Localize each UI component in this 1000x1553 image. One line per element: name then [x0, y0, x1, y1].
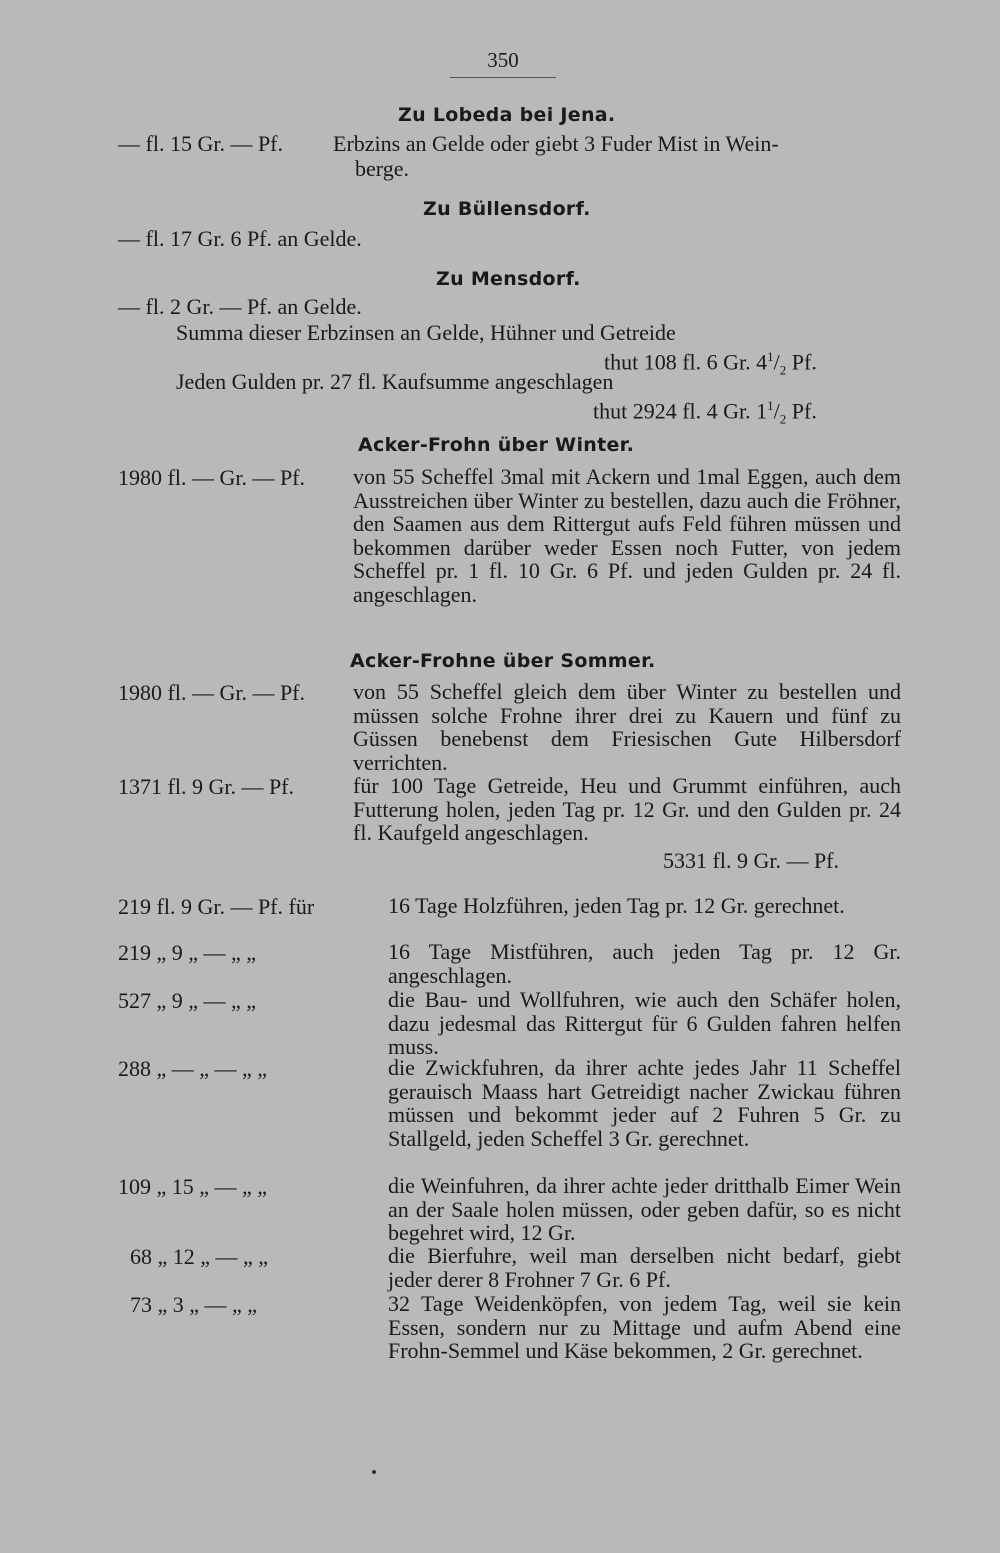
- fuhren-5-amount: 109 „ 15 „ — „ „: [118, 1174, 268, 1199]
- fuhren-3-text: die Bau- und Wollfuhren, wie auch den Schäfer holen, dazu jedesmal das Rittergut für 6 Gulden fahren helfen muss.: [388, 987, 901, 1059]
- fuhren-4-text: die Zwickfuhren, da ihrer achte jedes Jahr 11 Scheffel gerauisch Maass hart Getreidigt nacher Zwickau führen müssen und bekommt jeder auf 2 Fuhren 5 Gr. zu Stallgeld, jeden Scheffel 3 Gr. gerechnet.: [388, 1055, 901, 1151]
- summa-total1-main: thut 108 fl. 6 Gr. 4: [604, 349, 768, 375]
- lobeda-text-line2: berge.: [355, 156, 409, 181]
- summa-total2-den: 2: [779, 411, 787, 427]
- sommer-entry-1-text: von 55 Scheffel gleich dem über Winter zu bestellen und müssen solche Frohne ihrer drei zu Kauern und fünf zu Güssen benebenst dem Friesischen Gute Hilbersdorf verrichten.: [353, 679, 901, 775]
- fuhren-7-amount: 73 „ 3 „ — „ „: [130, 1292, 258, 1317]
- lobeda-text-line1: Erbzins an Gelde oder giebt 3 Fuder Mist in Wein-: [333, 131, 779, 156]
- winter-text: von 55 Scheffel 3mal mit Ackern und 1mal Eggen, auch dem Ausstreichen über Winter zu bestellen, dazu auch die Fröhner, den Saamen aus dem Rittergut aufs Feld führen müssen und bekommen darüber weder Essen noch Futter, von jedem Scheffel pr. 1 fl. 10 Gr. 6 Pf. und jeden Gulden pr. 24 fl. angeschlagen.: [353, 464, 901, 607]
- sommer-entry-2-amount: 1371 fl. 9 Gr. — Pf.: [118, 774, 294, 799]
- fuhren-2-amount: 219 „ 9 „ — „ „: [118, 940, 257, 965]
- heading-acker-frohn-winter: Acker-Frohn über Winter.: [358, 434, 635, 456]
- fuhren-1-text: 16 Tage Holzführen, jeden Tag pr. 12 Gr. gerechnet.: [388, 893, 845, 918]
- fuhren-1-amount: 219 fl. 9 Gr. — Pf. für: [118, 894, 315, 919]
- heading-lobeda: Zu Lobeda bei Jena.: [398, 104, 616, 126]
- fuhren-6-amount: 68 „ 12 „ — „ „: [130, 1244, 269, 1269]
- summa-line1: Summa dieser Erbzinsen an Gelde, Hühner und Getreide: [176, 320, 676, 345]
- heading-mensdorf: Zu Mensdorf.: [436, 268, 581, 290]
- summa-total1-num: 1: [767, 349, 774, 364]
- summa-total1: thut 108 fl. 6 Gr. $4^1/_2$ Pf.: [604, 349, 817, 378]
- mensdorf-line: — fl. 2 Gr. — Pf. an Gelde.: [118, 294, 362, 319]
- heading-buellensdorf: Zu Büllensdorf.: [423, 198, 591, 220]
- sommer-entry-1-amount: 1980 fl. — Gr. — Pf.: [118, 680, 305, 705]
- fuhren-3-amount: 527 „ 9 „ — „ „: [118, 988, 257, 1013]
- fuhren-2-text: 16 Tage Mistführen, auch jeden Tag pr. 12 Gr. angeschlagen.: [388, 939, 901, 988]
- fuhren-7-text: 32 Tage Weidenköpfen, von jedem Tag, weil sie kein Essen, sondern nur zu Mittage und aufm Abend eine Frohn-Semmel und Käse bekommen, 2 Gr. gerechnet.: [388, 1291, 901, 1363]
- sommer-total: 5331 fl. 9 Gr. — Pf.: [663, 848, 839, 873]
- winter-amount: 1980 fl. — Gr. — Pf.: [118, 465, 305, 490]
- summa-total2-unit: Pf.: [791, 398, 817, 424]
- summa-total2: thut 2924 fl. 4 Gr. $1^1/_2$ Pf.: [593, 398, 817, 427]
- fuhren-6-text: die Bierfuhre, weil man derselben nicht bedarf, giebt jeder derer 8 Frohner 7 Gr. 6 Pf.: [388, 1243, 901, 1292]
- summa-total1-unit: Pf.: [791, 349, 817, 375]
- summa-total2-num: 1: [767, 398, 774, 413]
- heading-acker-frohne-sommer: Acker-Frohne über Sommer.: [350, 650, 656, 672]
- summa-line2: Jeden Gulden pr. 27 fl. Kaufsumme angeschlagen: [176, 369, 614, 394]
- summa-total1-den: 2: [779, 362, 787, 378]
- page-number: 350: [450, 48, 556, 78]
- ink-speck: [372, 1470, 376, 1474]
- fuhren-4-amount: 288 „ — „ — „ „: [118, 1056, 268, 1081]
- lobeda-amount: — fl. 15 Gr. — Pf.: [118, 131, 283, 156]
- fuhren-5-text: die Weinfuhren, da ihrer achte jeder dritthalb Eimer Wein an der Saale holen müssen, oder geben dafür, so es nicht begehret wird, 12 Gr.: [388, 1173, 901, 1245]
- buellensdorf-line: — fl. 17 Gr. 6 Pf. an Gelde.: [118, 226, 362, 251]
- summa-total2-main: thut 2924 fl. 4 Gr. 1: [593, 398, 768, 424]
- sommer-entry-2-text: für 100 Tage Getreide, Heu und Grummt einführen, auch Futterung holen, jeden Tag pr. 12 Gr. und den Gulden pr. 24 fl. Kaufgeld angeschlagen.: [353, 773, 901, 845]
